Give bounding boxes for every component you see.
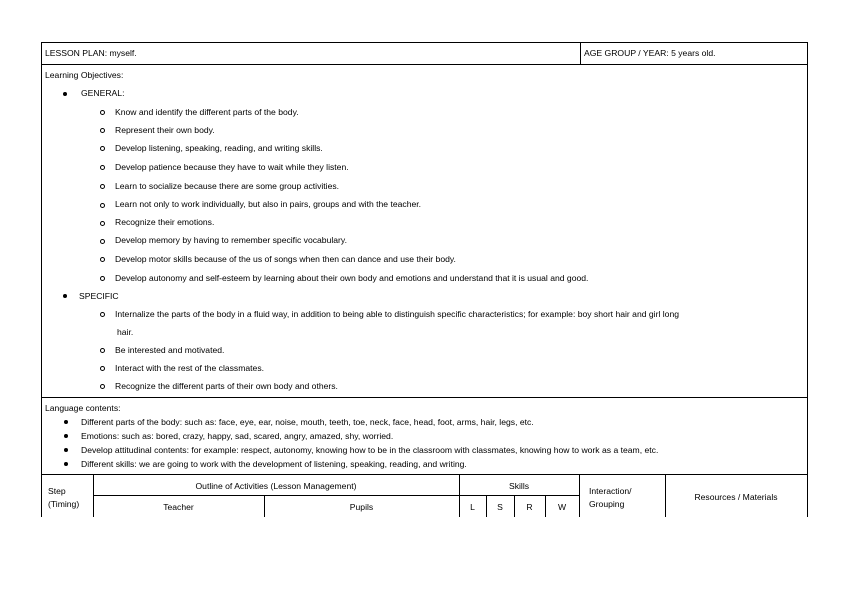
objectives-title: Learning Objectives: — [45, 70, 124, 80]
list-bullet-icon — [64, 448, 68, 452]
list-bullet-icon — [100, 312, 105, 317]
list-item: Learn not only to work individually, but also in pairs, groups and with the teacher. — [115, 199, 422, 209]
skill-s-header: S — [497, 502, 503, 512]
list-item: Develop autonomy and self-esteem by learning about their own body and emotions and understand that it is usual and good. — [115, 273, 589, 283]
table-right-border — [807, 474, 808, 517]
list-bullet-icon — [100, 110, 105, 115]
list-bullet-icon — [100, 384, 105, 389]
list-bullet-icon — [64, 462, 68, 466]
list-item: Be interested and motivated. — [115, 345, 225, 355]
list-bullet-icon — [100, 203, 105, 208]
list-item: Recognize the different parts of their own body and others. — [115, 381, 338, 391]
list-item: Develop patience because they have to wait while they listen. — [115, 162, 349, 172]
skill-w-header: W — [557, 502, 567, 512]
grouping-header: Grouping — [589, 499, 625, 509]
list-item: Learn to socialize because there are some group activities. — [115, 181, 340, 191]
timing-header: (Timing) — [48, 499, 80, 509]
interaction-header: Interaction/ — [589, 486, 632, 496]
skill-r-header: R — [526, 502, 533, 512]
outline-header: Outline of Activities (Lesson Management) — [195, 481, 357, 491]
list-bullet-icon — [100, 257, 105, 262]
list-bullet-icon — [100, 146, 105, 151]
pupils-header: Pupils — [349, 502, 374, 512]
list-bullet-icon — [100, 184, 105, 189]
general-label: GENERAL: — [81, 88, 125, 98]
list-item: Interact with the rest of the classmates. — [115, 363, 265, 373]
list-item: Develop memory by having to remember specific vocabulary. — [115, 235, 347, 245]
resources-header: Resources / Materials — [694, 492, 778, 502]
list-bullet-icon — [100, 165, 105, 170]
list-item: Develop listening, speaking, reading, and writing skills. — [115, 143, 323, 153]
list-bullet-icon — [100, 348, 105, 353]
specific-label: SPECIFIC — [79, 291, 119, 301]
list-bullet-icon — [100, 366, 105, 371]
subheader-border — [93, 495, 580, 496]
teacher-header: Teacher — [163, 502, 194, 512]
list-item: Know and identify the different parts of the body. — [115, 107, 299, 117]
list-bullet-icon — [100, 128, 105, 133]
lesson-plan-title: LESSON PLAN: myself. — [45, 48, 137, 58]
general-bullet — [63, 92, 67, 96]
skill-l-header: L — [470, 502, 475, 512]
list-item-continuation: hair. — [117, 327, 134, 337]
language-title: Language contents: — [45, 403, 121, 413]
list-bullet-icon — [100, 221, 105, 226]
list-bullet-icon — [64, 434, 68, 438]
list-item: Recognize their emotions. — [115, 217, 215, 227]
table-top-border — [41, 474, 808, 475]
list-item: Different parts of the body: such as: face, eye, ear, noise, mouth, teeth, toe, neck, face, head, foot, arms, hair, legs, etc. — [81, 417, 534, 427]
list-item: Develop attitudinal contents: for example: respect, autonomy, knowing how to be in the classroom with classmates, knowing how to work as a team, etc. — [81, 445, 659, 455]
age-group: AGE GROUP / YEAR: 5 years old. — [584, 48, 716, 58]
list-item: Emotions: such as: bored, crazy, happy, sad, scared, angry, amazed, shy, worried. — [81, 431, 394, 441]
list-bullet-icon — [100, 239, 105, 244]
specific-bullet — [63, 294, 67, 298]
list-item: Represent their own body. — [115, 125, 215, 135]
header-divider — [580, 42, 581, 65]
list-bullet-icon — [100, 276, 105, 281]
table-left-border — [41, 474, 42, 517]
list-bullet-icon — [64, 420, 68, 424]
list-item: Develop motor skills because of the us of songs when then can dance and use their body. — [115, 254, 456, 264]
step-header: Step — [48, 486, 66, 496]
skills-header: Skills — [508, 481, 530, 491]
list-item: Internalize the parts of the body in a fluid way, in addition to being able to distinguish specific characteristics; for example: boy short hair and girl long — [115, 309, 679, 319]
list-item: Different skills: we are going to work with the development of listening, speaking, reading, and writing. — [81, 459, 467, 469]
